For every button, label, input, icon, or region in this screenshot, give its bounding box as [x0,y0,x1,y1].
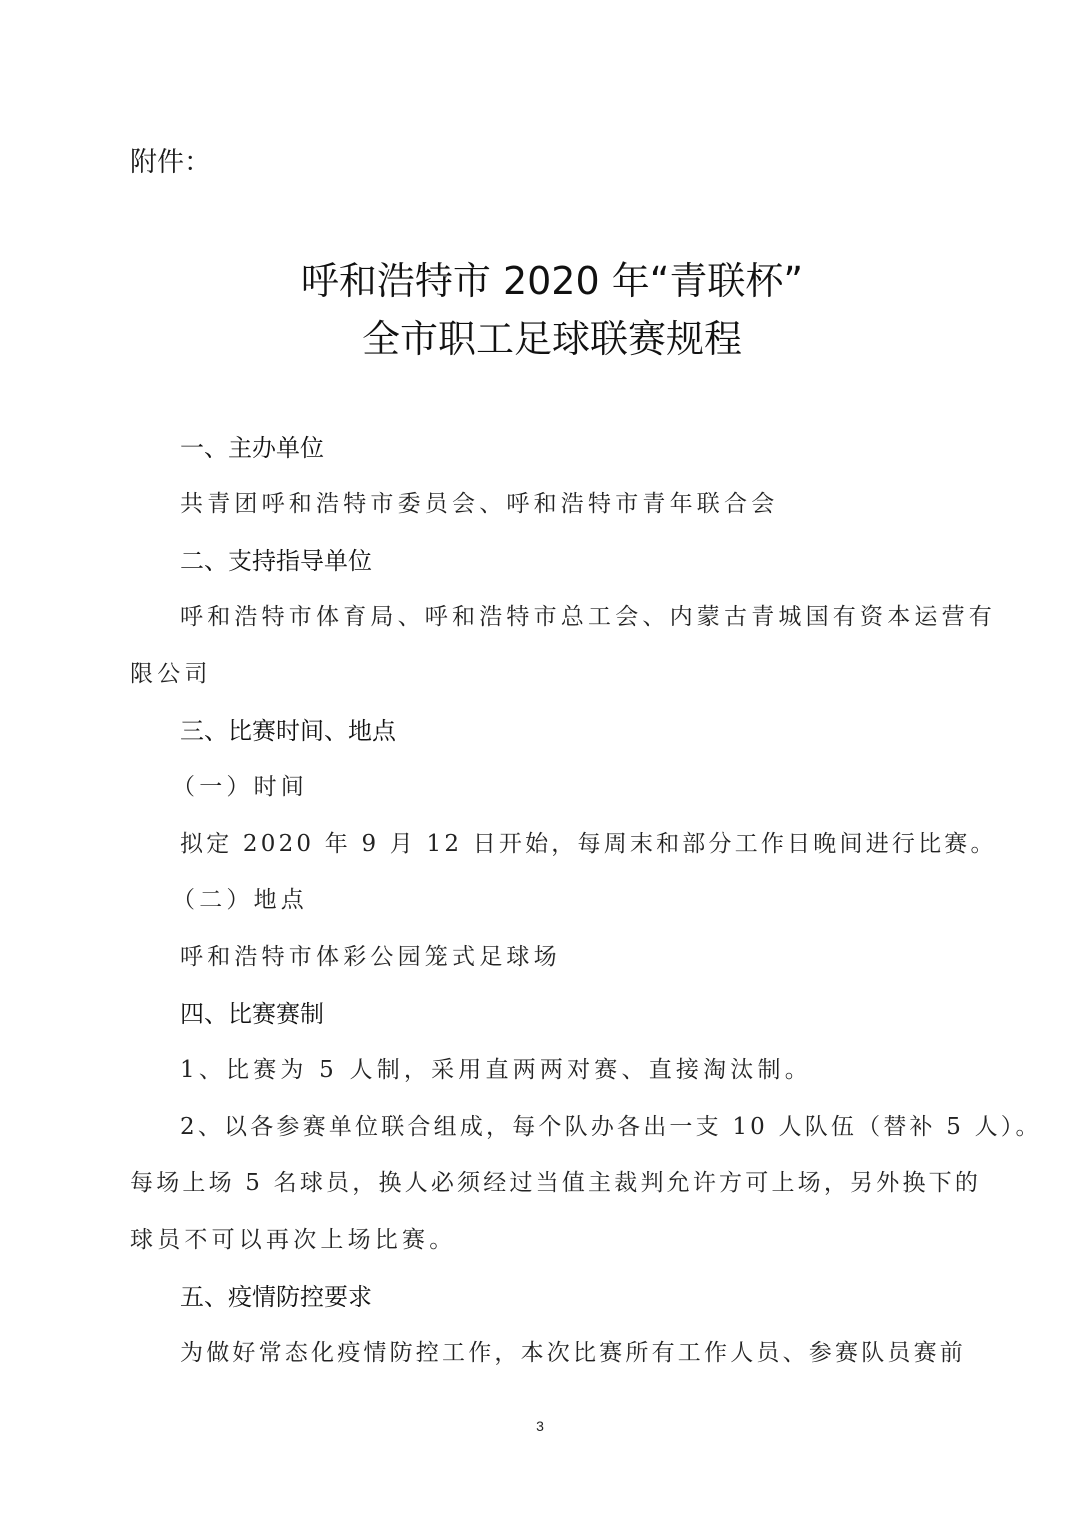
subsection-text-time: 拟定 2020 年 9 月 12 日开始，每周末和部分工作日晚间进行比赛。 [180,831,997,857]
attachment-label: 附件： [130,147,211,178]
section-paragraph-continuation: 限公司 [130,661,212,687]
section-paragraph-continuation: 球员不可以再次上场比赛。 [130,1227,457,1253]
section-heading-time-location: 三、比赛时间、地点 [180,717,396,745]
subsection-heading-time: （一）时间 [172,774,308,800]
section-heading-organizer: 一、主办单位 [180,434,324,462]
section-heading-support-units: 二、支持指导单位 [180,547,372,575]
subsection-text-location: 呼和浩特市体彩公园笼式足球场 [180,944,561,970]
document-title-line-2: 全市职工足球联赛规程 [361,317,742,361]
section-paragraph: 为做好常态化疫情防控工作，本次比赛所有工作人员、参赛队员赛前 [180,1340,966,1366]
section-paragraph: 2、以各参赛单位联合组成，每个队办各出一支 10 人队伍（替补 5 人）。 [180,1114,1042,1140]
document-title-line-1: 呼和浩特市 2020 年“青联杯” [300,259,804,303]
section-paragraph-continuation: 每场上场 5 名球员，换人必须经过当值主裁判允许方可上场，另外换下的 [130,1170,982,1196]
section-paragraph: 1、比赛为 5 人制，采用直两两对赛、直接淘汰制。 [180,1057,812,1083]
subsection-heading-location: （二）地点 [172,887,308,913]
section-paragraph: 共青团呼和浩特市委员会、呼和浩特市青年联合会 [180,491,779,517]
section-heading-epidemic-control: 五、疫情防控要求 [180,1283,372,1311]
section-heading-format: 四、比赛赛制 [180,1000,324,1028]
section-paragraph: 呼和浩特市体育局、呼和浩特市总工会、内蒙古青城国有资本运营有 [180,604,996,630]
page-number: 3 [536,1418,544,1434]
